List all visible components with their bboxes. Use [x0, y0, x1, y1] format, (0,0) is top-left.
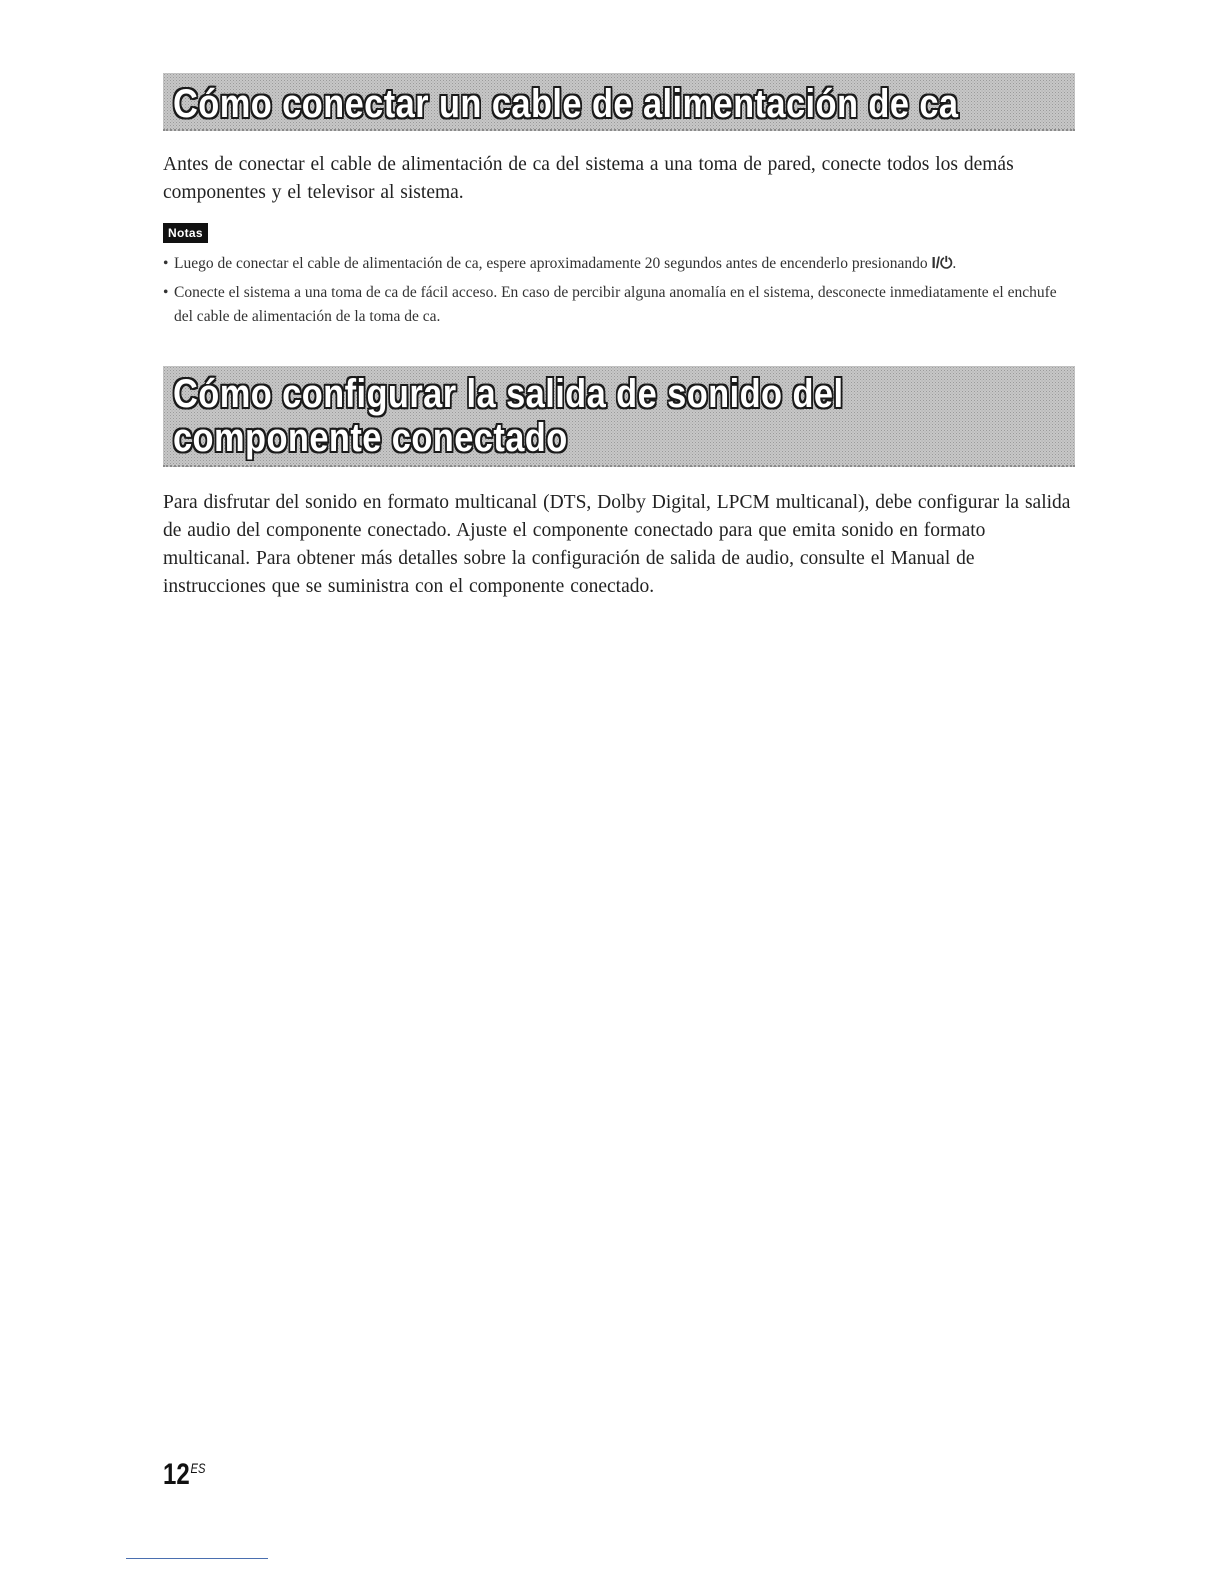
note-item — [163, 252, 1073, 276]
section-title: Cómo configurar la salida de sonido del componente conectado — [173, 372, 844, 460]
section-heading-power-cable — [163, 73, 1075, 131]
section-heading-sound-output — [163, 366, 1075, 467]
page-number-value: 12 — [163, 1458, 190, 1491]
notes-list — [163, 252, 1073, 334]
page-number — [163, 1458, 205, 1492]
power-symbol-icon: I/⏻ — [931, 255, 953, 272]
bullet-icon: • — [163, 284, 169, 301]
note-text: Conecte el sistema a una toma de ca de fácil acceso. En caso de percibir alguna anomalía en el sistema, desconecte inmediatamente el enchufe del cable de alimentación de la toma de ca. — [174, 284, 1057, 325]
note-item — [163, 281, 1073, 329]
intro-paragraph: Antes de conectar el cable de alimentación de ca del sistema a una toma de pared, conecte todos los demás componentes y el televisor al sistema. — [163, 154, 1014, 203]
bullet-icon: • — [163, 255, 169, 272]
notes-badge: Notas — [163, 223, 208, 243]
section-title: Cómo conectar un cable de alimentación de ca — [173, 82, 959, 126]
language-suffix: ES — [190, 1460, 206, 1476]
note-text: Luego de conectar el cable de alimentación de ca, espere aproximadamente 20 segundos antes de encenderlo presionando — [174, 255, 928, 272]
setup-paragraph: Para disfrutar del sonido en formato multicanal (DTS, Dolby Digital, LPCM multicanal), debe configurar la salida de audio del componente conectado. Ajuste el componente conectado para que emita sonido en formato multicanal. Para obtener más detalles sobre la configuración de salida de audio, consulte el Manual de instrucciones que se suministra con el componente conectado. — [163, 492, 1071, 597]
note-end-punctuation: . — [952, 255, 957, 272]
footer-divider — [126, 1558, 268, 1559]
